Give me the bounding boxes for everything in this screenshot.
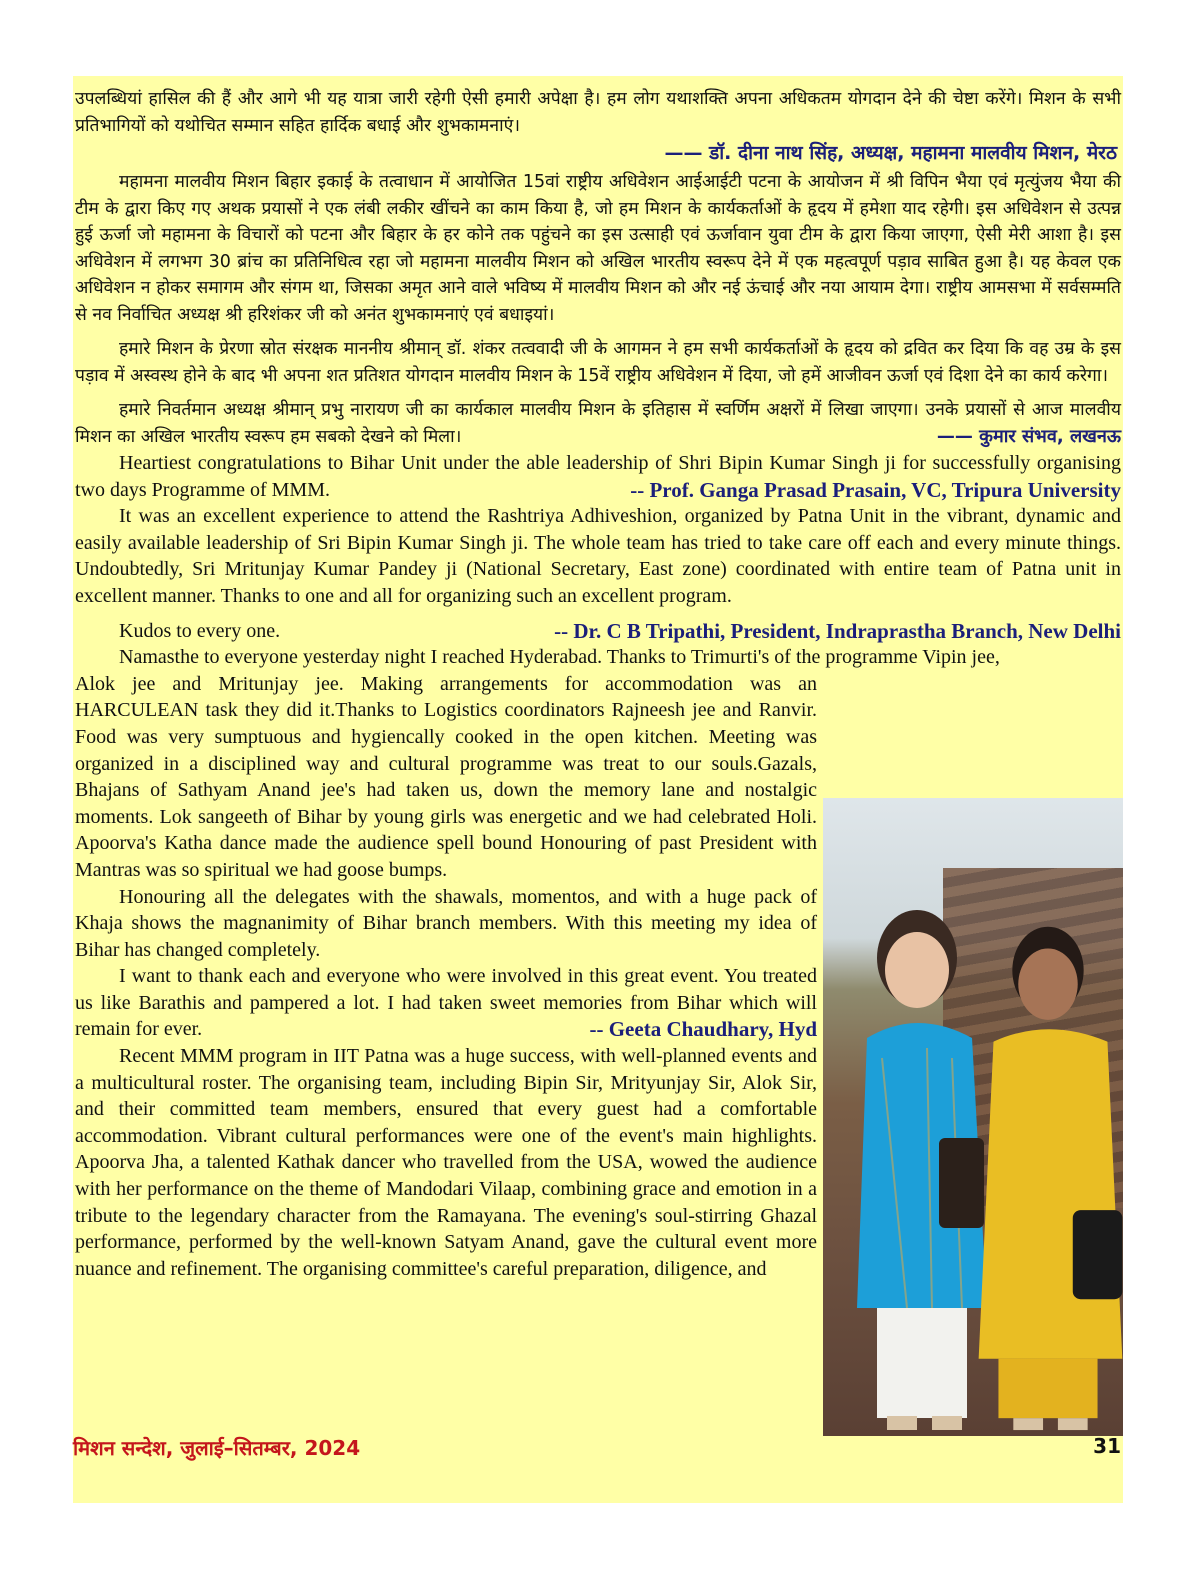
english-signature-2: -- Dr. C B Tripathi, President, Indraprastha Branch, New Delhi: [554, 618, 1121, 643]
english-paragraph-6: [75, 963, 817, 1043]
event-photo: [823, 798, 1123, 1436]
publication-title: मिशन सन्देश, जुलाई–सितम्बर, 2024: [73, 1436, 361, 1460]
hindi-signature-2: —— कुमार संभव, लखनऊ: [936, 425, 1121, 447]
english-paragraph-5: Honouring all the delegates with the shawals, momentos, and with a huge pack of Khaja shows the magnanimity of Bihar branch members. With this meeting my idea of Bihar has changed completely.: [75, 885, 817, 961]
english-paragraph-4b: Alok jee and Mritunjay jee. Making arrangements for accommodation was an HARCULEAN task they did it.Thanks to Logistics coordinators Rajneesh jee and Ranvir. Food was very sumptuous and hygiencally cooked in the open kitchen. Meeting was organized in a disciplined way and cultural programme was treat to our souls.Gazals, Bhajans of Sathyam Anand jee's had taken us, down the memory lane and nostalgic moments. Lok sangeeth of Bihar by young girls was energetic and we had celebrated Holi. Apoorva's Katha dance made the audience spell bound Honouring of past President with Mantras was so spiritual we had goose bumps.: [75, 672, 817, 881]
english-paragraph-3-text: Kudos to every one.: [119, 619, 281, 642]
english-paragraph-1-text: Heartiest congratulations to Bihar Unit under the able leadership of Shri Bipin Kumar Singh ji for successfully organising two days Programme of MMM.: [75, 452, 1121, 501]
english-paragraph-1: [75, 450, 1121, 503]
english-paragraph-2: It was an excellent experience to attend the Rashtriya Adhiveshion, organized by Patna Unit in the vibrant, dynamic and easily available leadership of Sri Bipin Kumar Singh ji. The whole team has tried to take care off each and every minute things. Undoubtedly, Sri Mritunjay Kumar Pandey ji (National Secretary, East zone) coordinated with entire team of Patna unit in excellent manner. Thanks to one and all for organizing such an excellent program.: [75, 505, 1121, 607]
hindi-paragraph-4: [75, 397, 1121, 450]
hindi-signature-1: —— डॉ. दीना नाथ सिंह, अध्यक्ष, महामना मालवीय मिशन, मेरठ: [664, 142, 1117, 164]
page-background: [73, 76, 1123, 1503]
photo-woman-yellow-kurta: [973, 893, 1123, 1436]
hindi-paragraph-3: हमारे मिशन के प्रेरणा स्रोत संरक्षक माननीय श्रीमान् डॉ. शंकर तत्ववादी जी के आगमन ने हम सभी कार्यकर्ताओं के हृदय को द्रवित कर दिया कि वह उम्र के इस पड़ाव में अस्वस्थ होने के बाद भी अपना शत प्रतिशत योगदान मालवीय मिशन के 15वें राष्ट्रीय अधिवेशन में दिया, जो हमें आजीवन ऊर्जा एवं दिशा देने का कार्य करेगा।: [75, 339, 1121, 386]
english-paragraph-6-text: I want to thank each and everyone who were involved in this great event. You treated us like Barathis and pampered a lot. I had taken sweet memories from Bihar which will remain for ever.: [75, 965, 817, 1041]
english-paragraph-3: [75, 618, 1121, 645]
page-number: 31: [1093, 1434, 1121, 1458]
english-signature-3: -- Geeta Chaudhary, Hyd: [589, 1017, 817, 1042]
hindi-paragraph-4-text: हमारे निवर्तमान अध्यक्ष श्रीमान् प्रभु नारायण जी का कार्यकाल मालवीय मिशन के इतिहास में स्वर्णिम अक्षरों में लिखा जाएगा। उनके प्रयासों से आज मालवीय मिशन का अखिल भारतीय स्वरूप हम सबको देखने को मिला।: [75, 400, 1121, 447]
english-signature-1: -- Prof. Ganga Prasad Prasain, VC, Tripura University: [630, 477, 1121, 502]
english-paragraph-4a: Namasthe to everyone yesterday night I reached Hyderabad. Thanks to Trimurti's of the programme Vipin jee,: [119, 646, 1000, 669]
page-footer: [73, 1430, 1123, 1470]
text-column-beside-photo: [75, 671, 817, 1283]
hindi-paragraph-2: महामना मालवीय मिशन बिहार इकाई के तत्वाधान में आयोजित 15वां राष्ट्रीय अधिवेशन आईआईटी पटना के आयोजन में श्री विपिन भैया एवं मृत्युंजय भैया की टीम के द्वारा किए गए अथक प्रयासों ने एक लंबी लकीर खींचने का काम किया है, जो हम मिशन के कार्यकर्ताओं के हृदय में हमेशा याद रहेगी। इस अधिवेशन से उत्पन्न हुई ऊर्जा जो महामना के विचारों को पटना और बिहार के हर कोने तक पहुंचने का इस उत्साही एवं ऊर्जावान युवा टीम के द्वारा किया जाएगा, ऐसी मेरी आशा है। इस अधिवेशन में लगभग 30 ब्रांच का प्रतिनिधित्व रहा जो महामना मालवीय मिशन को अखिल भारतीय स्वरूप देने में एक महत्वपूर्ण पड़ाव साबित हुआ है। यह केवल एक अधिवेशन न होकर समागम और संगम था, जिसका अमृत आने वाले भविष्य में मालवीय मिशन को और नई ऊंचाई और नया आयाम देगा। राष्ट्रीय आमसभा में सर्वसम्मति से नव निर्वाचित अध्यक्ष श्री हरिशंकर जी को अनंत शुभकामनाएं एवं बधाइयां।: [75, 172, 1121, 325]
english-paragraph-7: Recent MMM program in IIT Patna was a huge success, with well-planned events and a multicultural roster. The organising team, including Bipin Sir, Mrityunjay Sir, Alok Sir, and their committed team members, ensured that every guest had a comfortable accommodation. Vibrant cultural performances were one of the event's main highlights. Apoorva Jha, a talented Kathak dancer who travelled from the USA, wowed the audience with her performance on the theme of Mandodari Vilaap, combining grace and emotion in a tribute to the legendary character from the Ramayana. The evening's soul-stirring Ghazal performance, performed by the well-known Satyam Anand, gave the cultural event more nuance and refinement. The organising committee's careful preparation, diligence, and: [75, 1045, 817, 1280]
hindi-paragraph-1: उपलब्धियां हासिल की हैं और आगे भी यह यात्रा जारी रहेगी ऐसी हमारी अपेक्षा है। हम लोग यथाशक्ति अपना अधिकतम योगदान देने की चेष्टा करेंगे। मिशन के सभी प्रतिभागियों को यथोचित सम्मान सहित हार्दिक बधाई और शुभकामनाएं।: [75, 89, 1121, 136]
